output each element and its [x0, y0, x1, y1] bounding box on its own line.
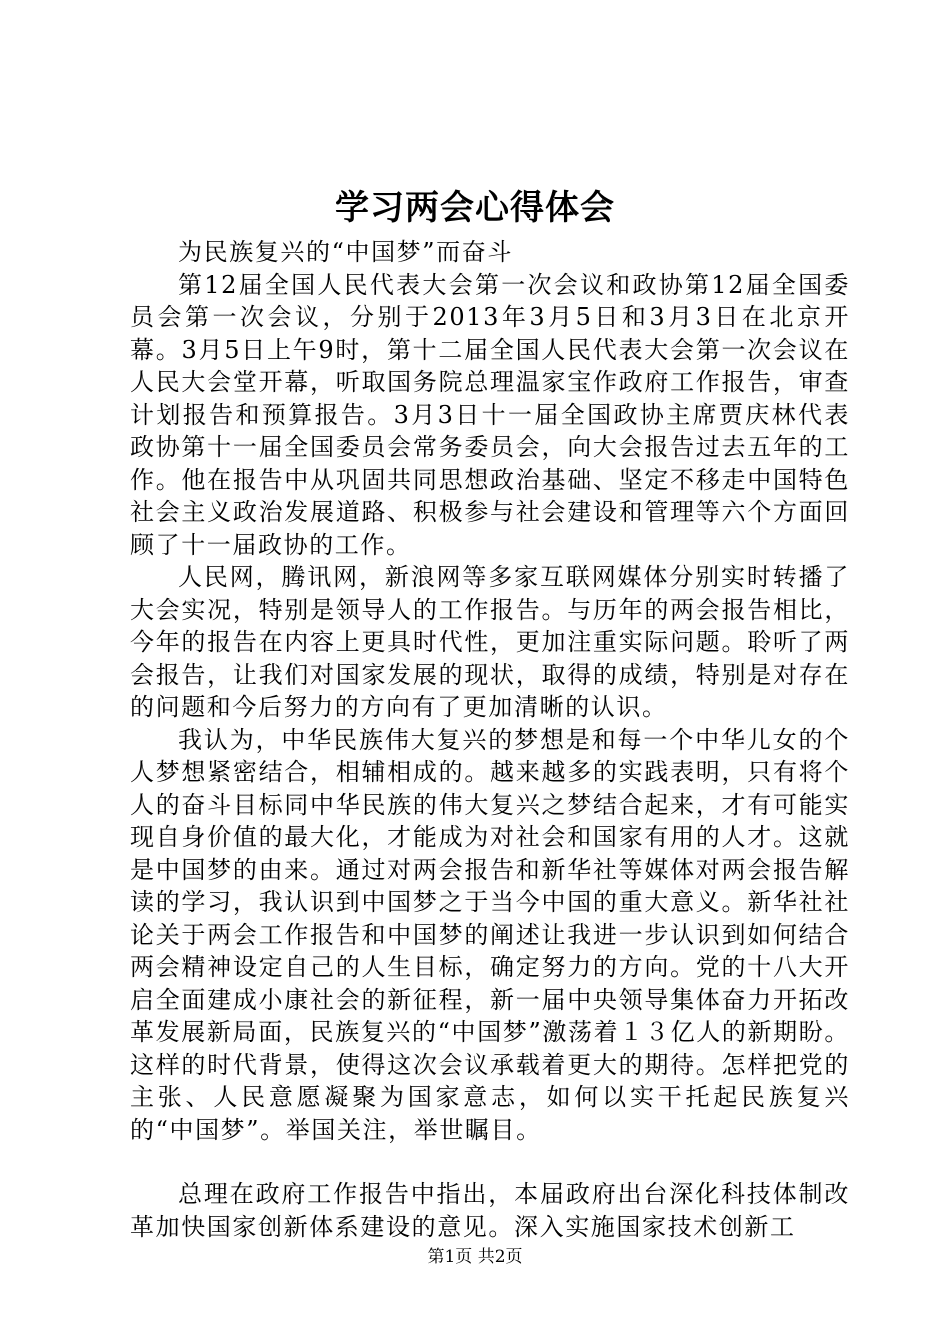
- document-body: [130, 236, 850, 1243]
- paragraph-3: 我认为，中华民族伟大复兴的梦想是和每一个中华儿女的个人梦想紧密结合，相辅相成的。越来越多的实践表明，只有将个人的奋斗目标同中华民族的伟大复兴之梦结合起来，才有可能实现自身价值的最大化，才能成为对社会和国家有用的人才。这就是中国梦的由来。通过对两会报告和新华社等媒体对两会报告解读的学习，我认识到中国梦之于当今中国的重大意义。新华社社论关于两会工作报告和中国梦的阐述让我进一步认识到如何结合两会精神设定自己的人生目标，确定努力的方向。党的十八大开启全面建成小康社会的新征程，新一届中央领导集体奋力开拓改革发展新局面，民族复兴的“中国梦”激荡着１３亿人的新期盼。这样的时代背景，使得这次会议承载着更大的期待。怎样把党的主张、人民意愿凝聚为国家意志，如何以实干托起民族复兴的“中国梦”。举国关注，举世瞩目。: [130, 725, 850, 1144]
- paragraph-1: 第12届全国人民代表大会第一次会议和政协第12届全国委员会第一次会议，分别于2013年3月5日和3月3日在北京开幕。3月5日上午9时，第十二届全国人民代表大会第一次会议在人民大会堂开幕，听取国务院总理温家宝作政府工作报告，审查计划报告和预算报告。3月3日十一届全国政协主席贾庆林代表政协第十一届全国委员会常务委员会，向大会报告过去五年的工作。他在报告中从巩固共同思想政治基础、坚定不移走中国特色社会主义政治发展道路、积极参与社会建设和管理等六个方面回顾了十一届政协的工作。: [130, 270, 850, 559]
- document-title: 学习两会心得体会: [335, 188, 615, 228]
- subtitle-line: 为民族复兴的“中国梦”而奋斗: [178, 238, 513, 266]
- page-number-footer: 第1页 共2页: [427, 1247, 523, 1267]
- paragraph-4: 总理在政府工作报告中指出，本届政府出台深化科技体制改革加快国家创新体系建设的意见。深入实施国家技术创新工: [130, 1180, 850, 1241]
- paragraph-2: 人民网，腾讯网，新浪网等多家互联网媒体分别实时转播了大会实况，特别是领导人的工作报告。与历年的两会报告相比，今年的报告在内容上更具时代性，更加注重实际问题。聆听了两会报告，让我们对国家发展的现状，取得的成绩，特别是对存在的问题和今后努力的方向有了更加清晰的认识。: [130, 563, 850, 721]
